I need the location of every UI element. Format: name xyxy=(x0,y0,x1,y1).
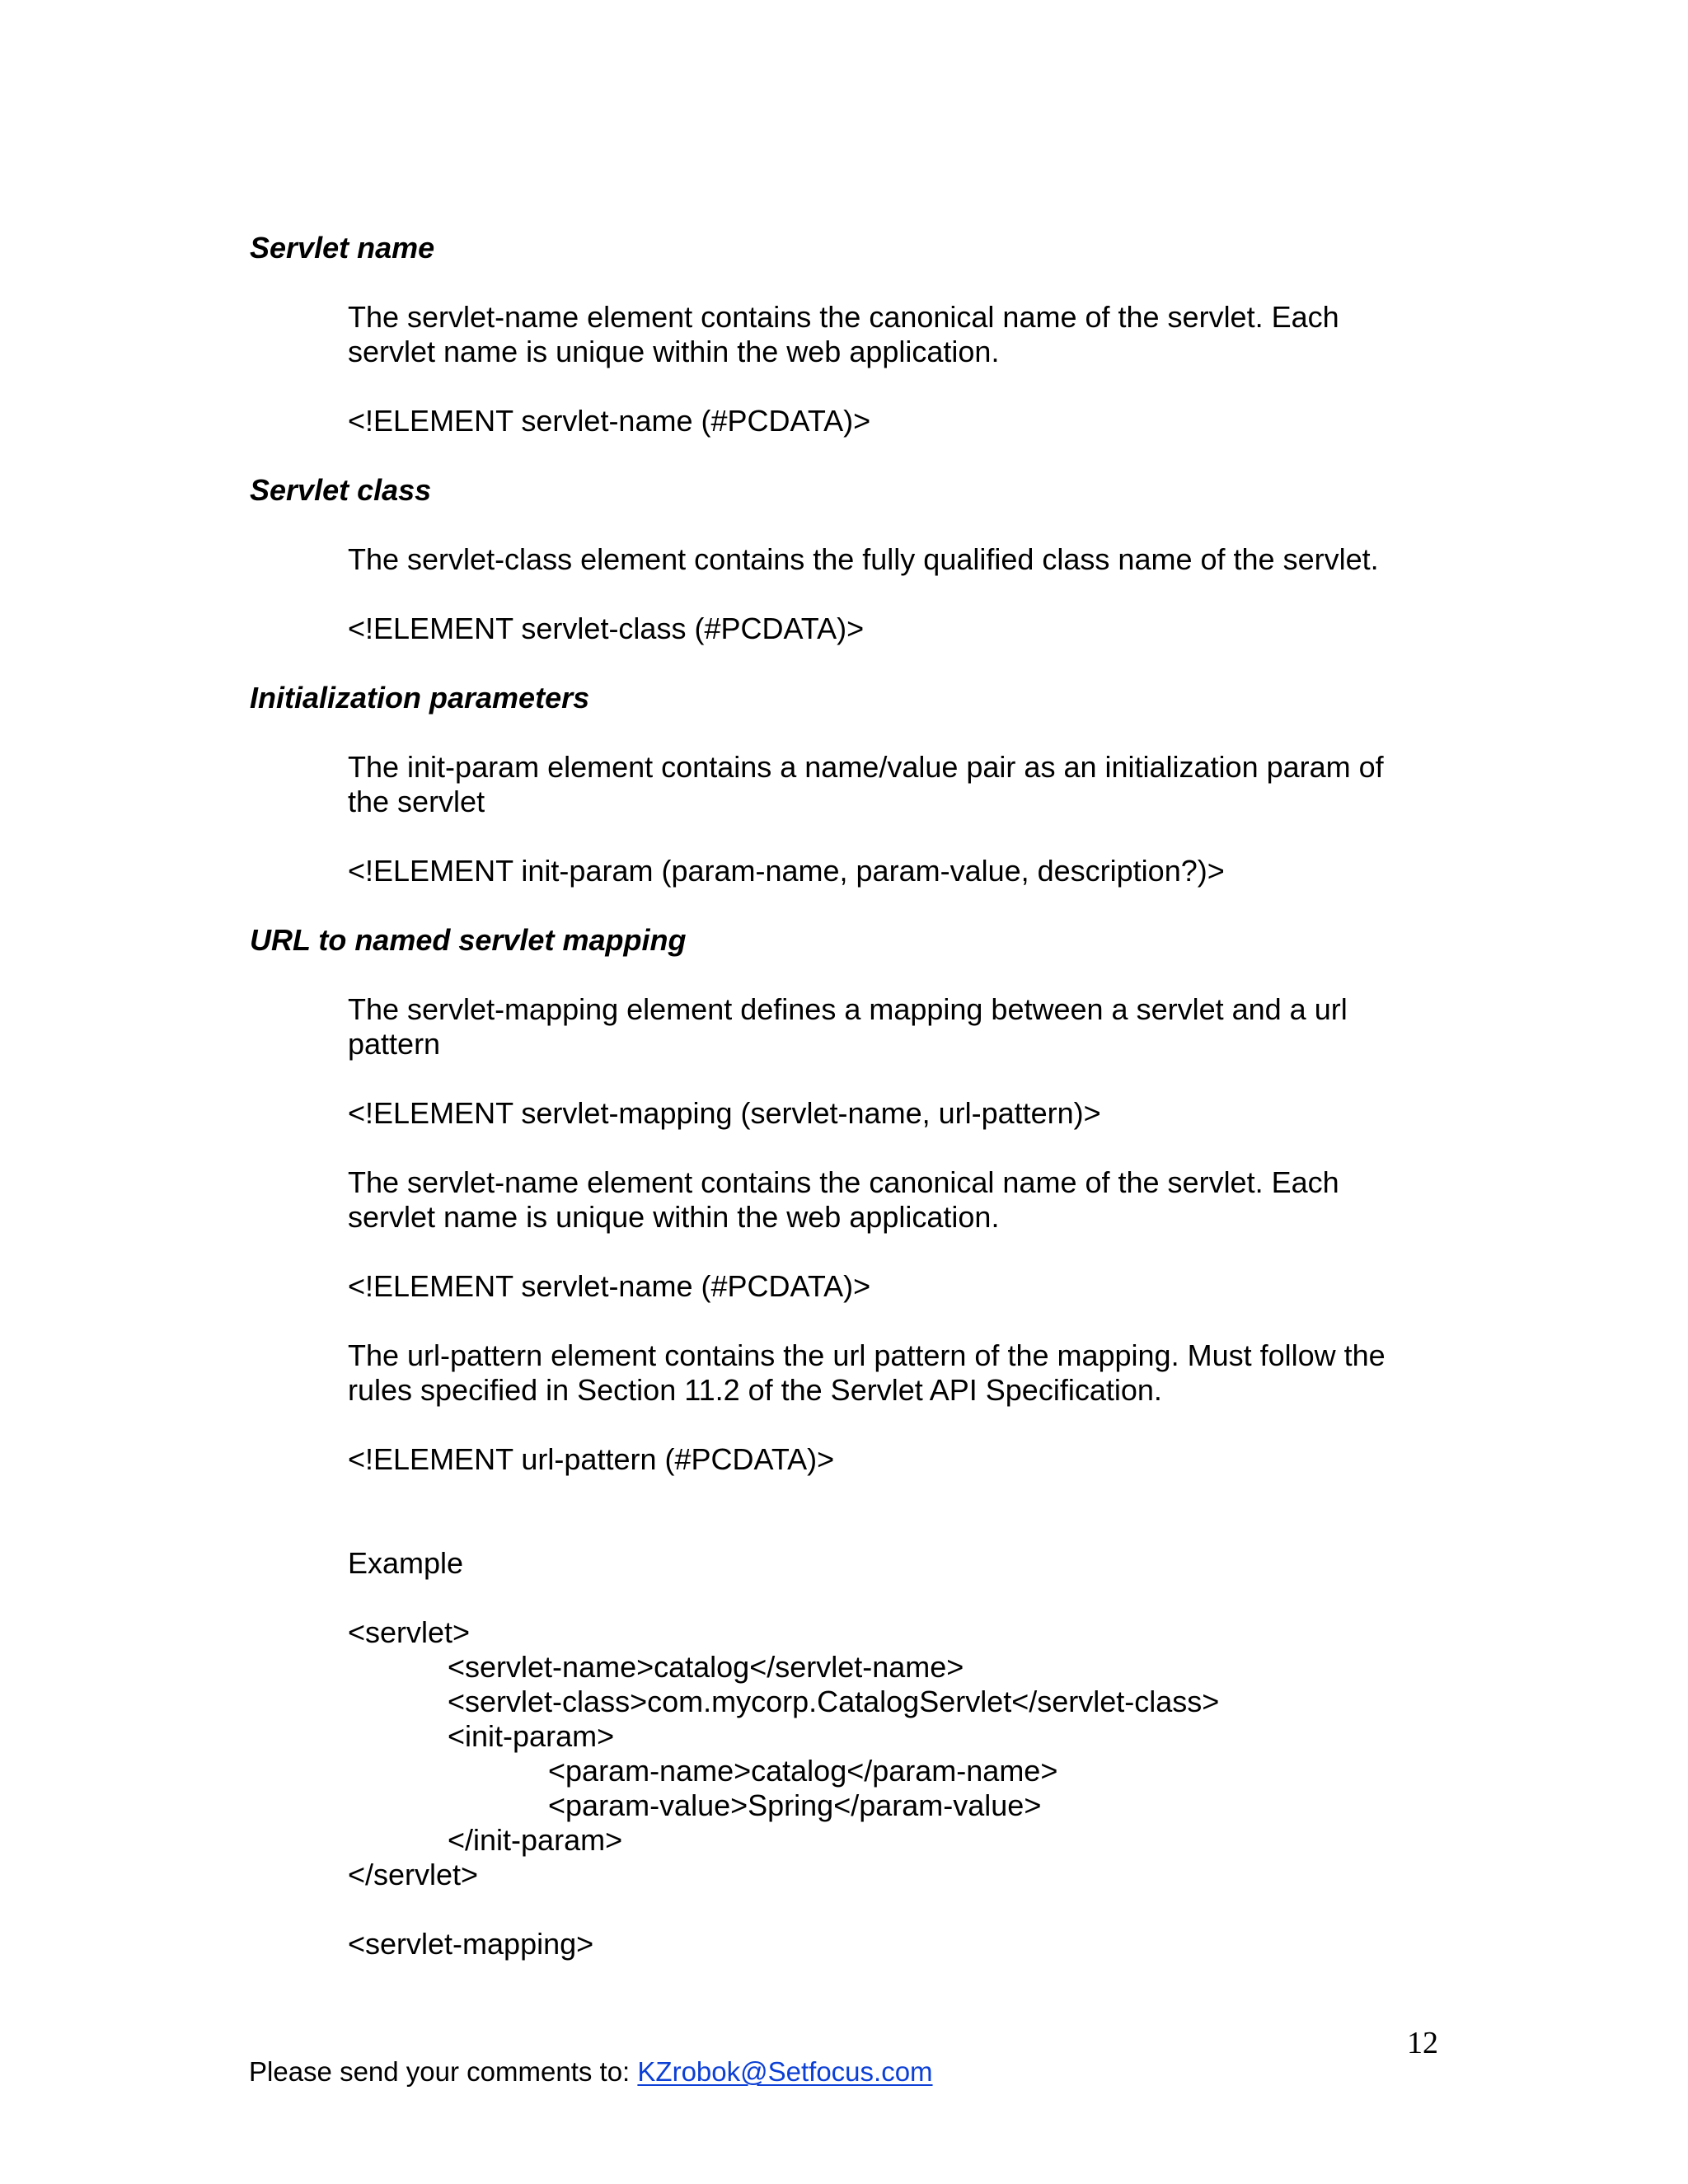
servlet-class-description: The servlet-class element contains the fully qualified class name of the servlet. xyxy=(348,542,1379,576)
mapping-servlet-name-description-line-2: servlet name is unique within the web application. xyxy=(348,1200,1000,1234)
footer-text: Please send your comments to: xyxy=(249,2056,638,2087)
section-heading-servlet-class: Servlet class xyxy=(250,473,432,507)
mapping-servlet-name-description-line-1: The servlet-name element contains the canonical name of the servlet. Each xyxy=(348,1165,1339,1199)
example-code-line: <servlet-mapping> xyxy=(348,1927,594,1961)
example-code-line: <servlet-class>com.mycorp.CatalogServlet</servlet-class> xyxy=(448,1685,1220,1718)
init-param-description-line-1: The init-param element contains a name/value pair as an initialization param of xyxy=(348,750,1384,784)
example-code-line: <servlet> xyxy=(348,1615,471,1649)
example-code-line: <param-name>catalog</param-name> xyxy=(548,1754,1058,1788)
example-code-line: </init-param> xyxy=(448,1823,623,1857)
footer xyxy=(249,2055,933,2088)
servlet-mapping-description-line-1: The servlet-mapping element defines a mapping between a servlet and a url xyxy=(348,992,1348,1026)
url-pattern-description-line-2: rules specified in Section 11.2 of the Servlet API Specification. xyxy=(348,1373,1162,1407)
page-number: 12 xyxy=(1407,2026,1438,2060)
servlet-mapping-description-line-2: pattern xyxy=(348,1027,441,1061)
servlet-name-description-line-1: The servlet-name element contains the canonical name of the servlet. Each xyxy=(348,300,1339,334)
servlet-mapping-element-declaration: <!ELEMENT servlet-mapping (servlet-name, url-pattern)> xyxy=(348,1096,1101,1130)
url-pattern-description-line-1: The url-pattern element contains the url pattern of the mapping. Must follow the xyxy=(348,1338,1386,1372)
url-pattern-element-declaration: <!ELEMENT url-pattern (#PCDATA)> xyxy=(348,1442,835,1476)
section-heading-url-mapping: URL to named servlet mapping xyxy=(250,923,687,957)
servlet-name-element-declaration: <!ELEMENT servlet-name (#PCDATA)> xyxy=(348,404,871,438)
servlet-class-element-declaration: <!ELEMENT servlet-class (#PCDATA)> xyxy=(348,612,865,645)
section-heading-servlet-name: Servlet name xyxy=(250,231,435,265)
example-code-line: <init-param> xyxy=(448,1719,615,1753)
servlet-name-description-line-2: servlet name is unique within the web application. xyxy=(348,335,1000,368)
example-code-line: <param-value>Spring</param-value> xyxy=(548,1788,1042,1822)
init-param-element-declaration: <!ELEMENT init-param (param-name, param-value, description?)> xyxy=(348,854,1225,888)
example-code-line: <servlet-name>catalog</servlet-name> xyxy=(448,1650,964,1684)
section-heading-init-params: Initialization parameters xyxy=(250,681,590,715)
example-code-line: </servlet> xyxy=(348,1858,479,1891)
init-param-description-line-2: the servlet xyxy=(348,785,485,818)
mapping-servlet-name-element-declaration: <!ELEMENT servlet-name (#PCDATA)> xyxy=(348,1269,871,1303)
example-label: Example xyxy=(348,1546,464,1580)
footer-email-link[interactable]: KZrobok@Setfocus.com xyxy=(637,2056,933,2087)
